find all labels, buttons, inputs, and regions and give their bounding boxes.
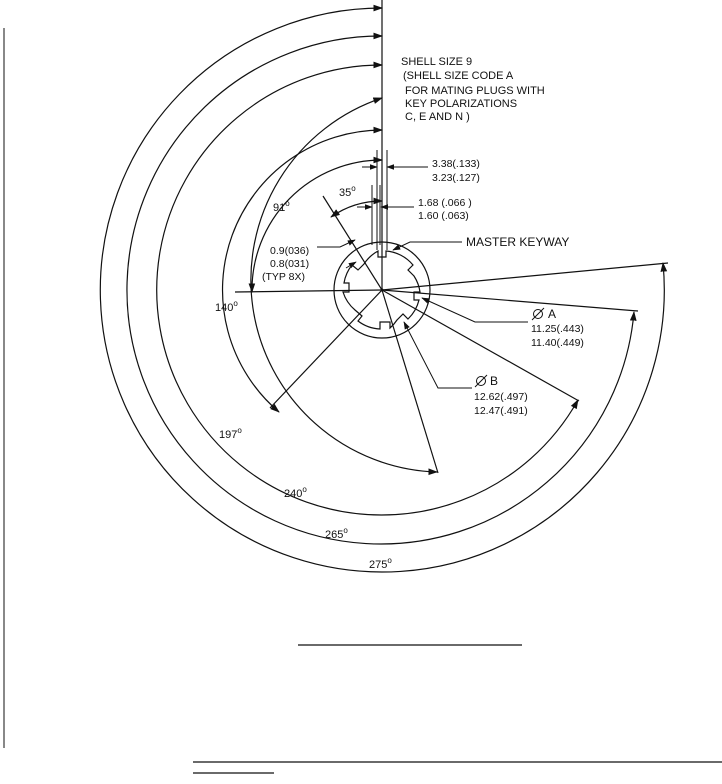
shell-size-note-line4: KEY POLARIZATIONS bbox=[405, 98, 518, 110]
key-width-min: 3.23(.127) bbox=[432, 172, 480, 184]
angle-label-240: 240$^o$ bbox=[284, 485, 307, 500]
diameter-symbol-a bbox=[532, 308, 544, 320]
radial-140deg bbox=[270, 290, 382, 408]
diameter-a-label: A bbox=[548, 307, 557, 321]
minor-key-dim-2: 0.8(031) bbox=[270, 258, 310, 270]
diameter-symbol-b bbox=[475, 375, 487, 387]
minor-key-leader bbox=[317, 240, 355, 247]
angle-label-275: 275$^o$ bbox=[369, 556, 392, 571]
shell-size-note-line5: C, E AND N ) bbox=[405, 111, 470, 123]
diameter-a-leader bbox=[422, 298, 528, 322]
minor-key-dim-1: 0.9(036) bbox=[270, 245, 310, 257]
radial-265deg bbox=[382, 290, 638, 311]
master-keyway-leader bbox=[393, 242, 462, 250]
insert-center-mark bbox=[381, 289, 384, 292]
angle-label-91: 91$^o$ bbox=[273, 199, 290, 214]
angle-label-197: 197$^o$ bbox=[219, 426, 242, 441]
minor-key-dim-3: (TYP 8X) bbox=[262, 271, 305, 283]
diameter-b-label: B bbox=[490, 374, 499, 388]
arc-197deg bbox=[251, 98, 437, 472]
angle-label-35: 35$^o$ bbox=[339, 184, 356, 199]
key-depth-min: 1.60 (.063) bbox=[418, 210, 469, 222]
diameter-a-max: 11.25(.443) bbox=[531, 323, 584, 335]
radial-91deg bbox=[235, 290, 382, 292]
angle-label-140: 140$^o$ bbox=[215, 299, 238, 314]
diameter-b-leader bbox=[404, 322, 472, 388]
shell-size-note-line2: (SHELL SIZE CODE A bbox=[403, 70, 514, 82]
diameter-a-min: 11.40(.449) bbox=[531, 337, 584, 349]
shell-size-note-line3: FOR MATING PLUGS WITH bbox=[405, 85, 545, 97]
shell-size-note-line1: SHELL SIZE 9 bbox=[401, 56, 473, 68]
angle-label-265: 265$^o$ bbox=[325, 526, 348, 541]
master-keyway-label: MASTER KEYWAY bbox=[466, 235, 570, 249]
arc-35deg bbox=[331, 201, 382, 217]
diameter-b-max: 12.62(.497) bbox=[474, 391, 528, 403]
diameter-b-min: 12.47(.491) bbox=[474, 405, 528, 417]
radial-275deg bbox=[382, 263, 668, 290]
key-depth-max: 1.68 (.066 ) bbox=[418, 197, 472, 209]
key-width-max: 3.38(.133) bbox=[432, 158, 480, 170]
